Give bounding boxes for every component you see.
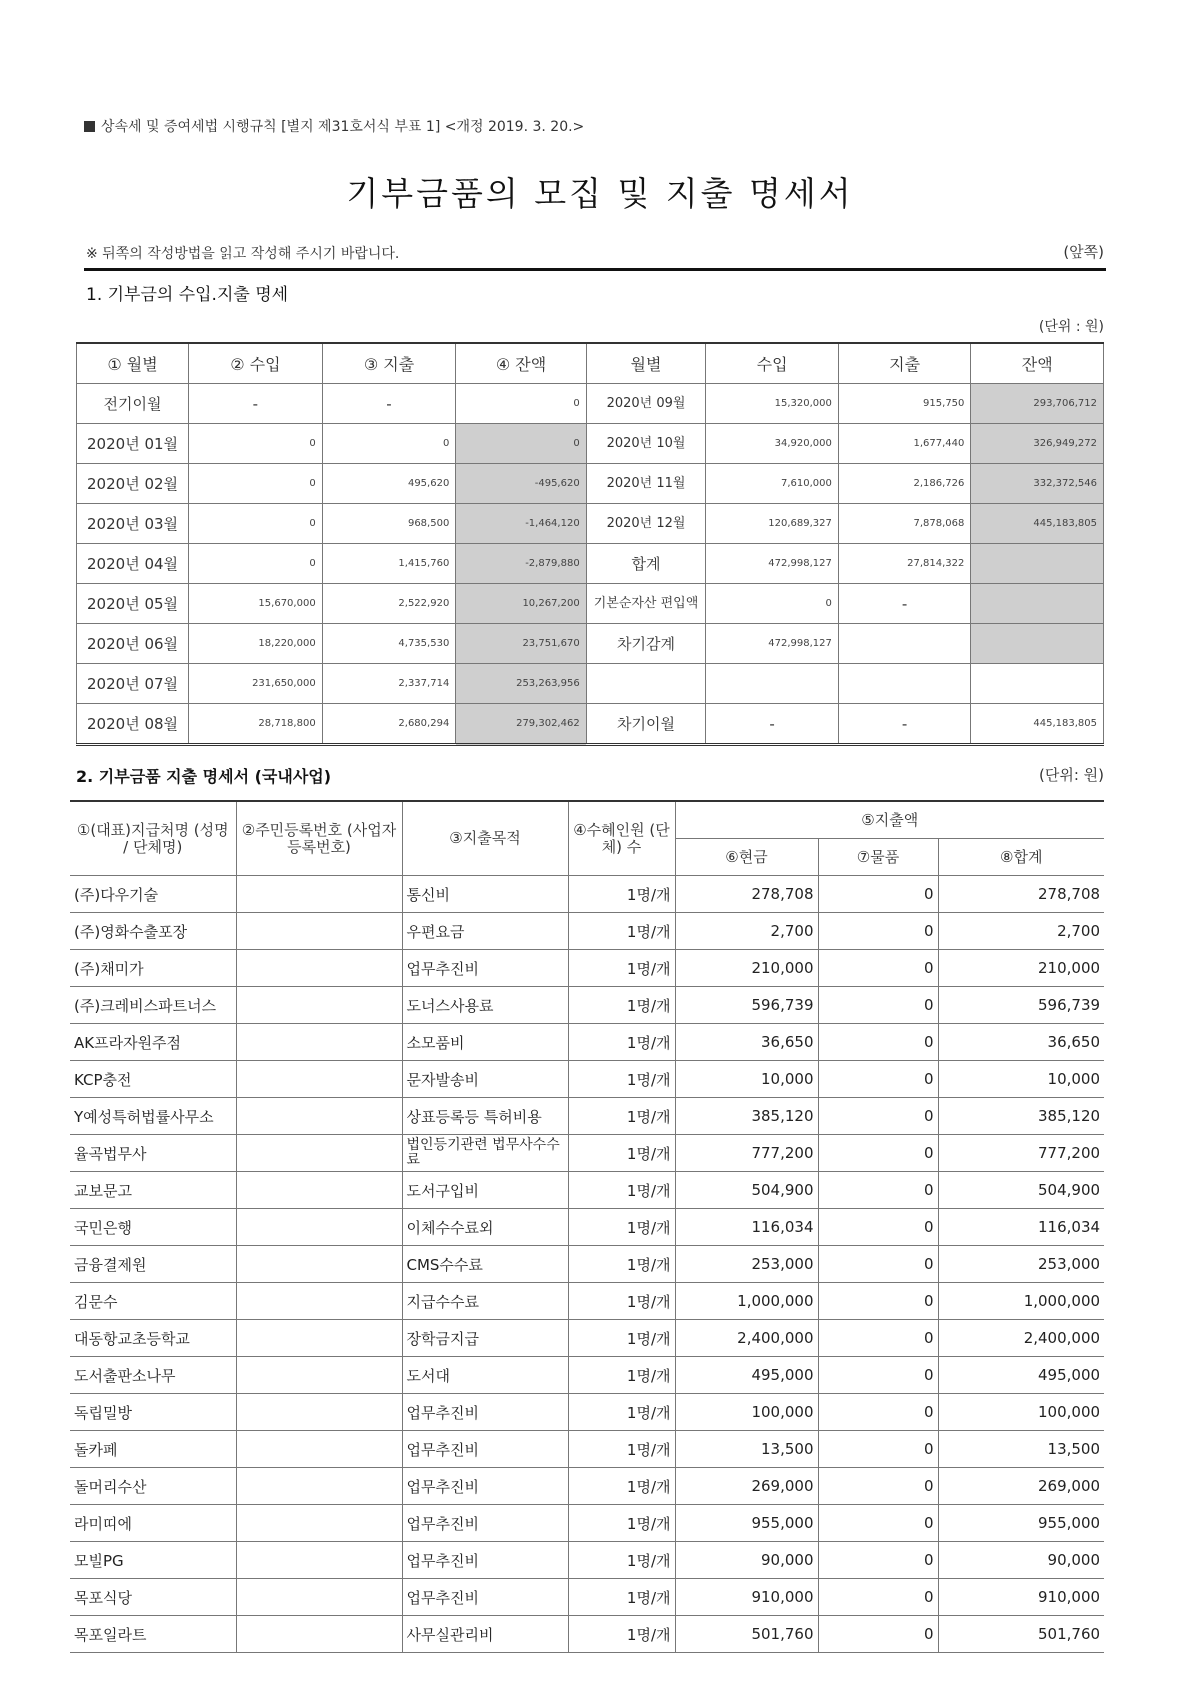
- purpose-cell: 통신비: [402, 876, 568, 913]
- count-cell: 1명/개: [568, 1320, 675, 1357]
- cash-cell: 10,000: [675, 1061, 818, 1098]
- payee-cell: 라미띠에: [70, 1505, 236, 1542]
- expense-row: [70, 1283, 1104, 1320]
- regno-cell: [236, 1135, 402, 1172]
- cash-cell: 36,650: [675, 1024, 818, 1061]
- income-row: [77, 704, 1104, 745]
- purpose-cell: 업무추진비: [402, 1468, 568, 1505]
- income-cell: [706, 664, 839, 704]
- regno-cell: [236, 1246, 402, 1283]
- cash-cell: 2,400,000: [675, 1320, 818, 1357]
- purpose-cell: 업무추진비: [402, 1505, 568, 1542]
- income-expense-table: [76, 342, 1104, 746]
- count-cell: 1명/개: [568, 1283, 675, 1320]
- count-cell: 1명/개: [568, 1209, 675, 1246]
- income-row: [77, 424, 1104, 464]
- total-cell: 495,000: [938, 1357, 1104, 1394]
- expense-cell: 27,814,322: [838, 544, 971, 584]
- expense-cell: 2,337,714: [322, 664, 456, 704]
- regno-cell: [236, 876, 402, 913]
- month-cell: 2020년 11월: [586, 464, 706, 504]
- purpose-cell: 상표등록등 특허비용: [402, 1098, 568, 1135]
- cash-cell: 596,739: [675, 987, 818, 1024]
- expense-row: [70, 1542, 1104, 1579]
- balance-cell: 332,372,546: [971, 464, 1104, 504]
- income-cell: 34,920,000: [706, 424, 839, 464]
- header-cash: ⑥현금: [675, 839, 818, 876]
- regno-cell: [236, 1616, 402, 1653]
- month-cell: 2020년 10월: [586, 424, 706, 464]
- payee-cell: 목포식당: [70, 1579, 236, 1616]
- income-cell: 15,320,000: [706, 384, 839, 424]
- purpose-cell: 업무추진비: [402, 950, 568, 987]
- payee-cell: 독립밀방: [70, 1394, 236, 1431]
- payee-cell: (주)크레비스파트너스: [70, 987, 236, 1024]
- payee-cell: 도서출판소나무: [70, 1357, 236, 1394]
- month-cell: 2020년 09월: [586, 384, 706, 424]
- count-cell: 1명/개: [568, 1616, 675, 1653]
- balance-cell: 445,183,805: [971, 504, 1104, 544]
- income-row: [77, 624, 1104, 664]
- count-cell: 1명/개: [568, 913, 675, 950]
- regno-cell: [236, 1394, 402, 1431]
- goods-cell: 0: [818, 1505, 938, 1542]
- regno-cell: [236, 1579, 402, 1616]
- expense-row: [70, 950, 1104, 987]
- header-amount: ⑤지출액: [675, 801, 1104, 839]
- count-cell: 1명/개: [568, 1505, 675, 1542]
- purpose-cell: 도너스사용료: [402, 987, 568, 1024]
- income-row: [77, 584, 1104, 624]
- regno-cell: [236, 987, 402, 1024]
- income-cell: 0: [189, 544, 323, 584]
- regno-cell: [236, 1505, 402, 1542]
- payee-cell: (주)다우기술: [70, 876, 236, 913]
- balance-cell: -495,620: [456, 464, 586, 504]
- income-row: [77, 384, 1104, 424]
- cash-cell: 210,000: [675, 950, 818, 987]
- income-cell: 231,650,000: [189, 664, 323, 704]
- income-cell: 0: [189, 424, 323, 464]
- month-cell: 2020년 01월: [77, 424, 189, 464]
- regno-cell: [236, 913, 402, 950]
- expense-cell: 968,500: [322, 504, 456, 544]
- payee-cell: 교보문고: [70, 1172, 236, 1209]
- expense-row: [70, 1579, 1104, 1616]
- regno-cell: [236, 1209, 402, 1246]
- cash-cell: 13,500: [675, 1431, 818, 1468]
- total-cell: 278,708: [938, 876, 1104, 913]
- income-row: [77, 544, 1104, 584]
- regno-cell: [236, 1431, 402, 1468]
- month-cell: 2020년 08월: [77, 704, 189, 745]
- expense-cell: -: [838, 704, 971, 745]
- purpose-cell: 업무추진비: [402, 1394, 568, 1431]
- balance-cell: -2,879,880: [456, 544, 586, 584]
- month-cell: 2020년 05월: [77, 584, 189, 624]
- month-cell: 기본순자산 편입액: [586, 584, 706, 624]
- payee-cell: 목포일라트: [70, 1616, 236, 1653]
- goods-cell: 0: [818, 1283, 938, 1320]
- goods-cell: 0: [818, 1431, 938, 1468]
- goods-cell: 0: [818, 876, 938, 913]
- total-cell: 777,200: [938, 1135, 1104, 1172]
- goods-cell: 0: [818, 1209, 938, 1246]
- expense-cell: 915,750: [838, 384, 971, 424]
- income-cell: 15,670,000: [189, 584, 323, 624]
- payee-cell: 돌카페: [70, 1431, 236, 1468]
- cash-cell: 504,900: [675, 1172, 818, 1209]
- count-cell: 1명/개: [568, 1024, 675, 1061]
- goods-cell: 0: [818, 1024, 938, 1061]
- expense-row: [70, 1505, 1104, 1542]
- cash-cell: 269,000: [675, 1468, 818, 1505]
- expense-row: [70, 1468, 1104, 1505]
- income-row: [77, 504, 1104, 544]
- payee-cell: 국민은행: [70, 1209, 236, 1246]
- count-cell: 1명/개: [568, 1431, 675, 1468]
- month-cell: 2020년 12월: [586, 504, 706, 544]
- income-cell: 472,998,127: [706, 624, 839, 664]
- goods-cell: 0: [818, 1468, 938, 1505]
- goods-cell: 0: [818, 1542, 938, 1579]
- count-cell: 1명/개: [568, 1394, 675, 1431]
- goods-cell: 0: [818, 1098, 938, 1135]
- purpose-cell: 이체수수료외: [402, 1209, 568, 1246]
- goods-cell: 0: [818, 1579, 938, 1616]
- count-cell: 1명/개: [568, 950, 675, 987]
- expense-cell: 495,620: [322, 464, 456, 504]
- expense-row: [70, 1394, 1104, 1431]
- payee-cell: AK프라자원주점: [70, 1024, 236, 1061]
- cash-cell: 955,000: [675, 1505, 818, 1542]
- goods-cell: 0: [818, 1172, 938, 1209]
- total-cell: 385,120: [938, 1098, 1104, 1135]
- instruction-note: ※ 뒤쪽의 작성방법을 읽고 작성해 주시기 바랍니다.: [86, 246, 400, 262]
- income-header-cell: ③ 지출: [322, 343, 456, 384]
- cash-cell: 385,120: [675, 1098, 818, 1135]
- month-cell: 2020년 03월: [77, 504, 189, 544]
- expense-row: [70, 1616, 1104, 1653]
- income-header-cell: 지출: [838, 343, 971, 384]
- section2-title: 2. 기부금품 지출 명세서 (국내사업): [76, 767, 332, 786]
- payee-cell: 돌머리수산: [70, 1468, 236, 1505]
- header-count: ④수혜인원 (단체) 수: [568, 801, 675, 876]
- goods-cell: 0: [818, 1357, 938, 1394]
- cash-cell: 253,000: [675, 1246, 818, 1283]
- balance-cell: 253,263,956: [456, 664, 586, 704]
- month-cell: [586, 664, 706, 704]
- balance-cell: 279,302,462: [456, 704, 586, 745]
- income-cell: 28,718,800: [189, 704, 323, 745]
- payee-cell: 모빌PG: [70, 1542, 236, 1579]
- purpose-cell: 문자발송비: [402, 1061, 568, 1098]
- document-title: 기부금품의 모집 및 지출 명세서: [346, 174, 854, 213]
- section1-unit: (단위 : 원): [1038, 319, 1104, 335]
- header-regno: ②주민등록번호 (사업자등록번호): [236, 801, 402, 876]
- total-cell: 116,034: [938, 1209, 1104, 1246]
- month-cell: 2020년 07월: [77, 664, 189, 704]
- header-divider: [84, 268, 1106, 271]
- cash-cell: 90,000: [675, 1542, 818, 1579]
- balance-cell: 326,949,272: [971, 424, 1104, 464]
- month-cell: 합계: [586, 544, 706, 584]
- balance-cell: 10,267,200: [456, 584, 586, 624]
- month-cell: 2020년 02월: [77, 464, 189, 504]
- regno-cell: [236, 950, 402, 987]
- payee-cell: 율곡법무사: [70, 1135, 236, 1172]
- cash-cell: 278,708: [675, 876, 818, 913]
- expense-row: [70, 1024, 1104, 1061]
- balance-cell: 445,183,805: [971, 704, 1104, 745]
- balance-cell: 293,706,712: [971, 384, 1104, 424]
- regno-cell: [236, 1357, 402, 1394]
- purpose-cell: 도서구입비: [402, 1172, 568, 1209]
- total-cell: 13,500: [938, 1431, 1104, 1468]
- regno-cell: [236, 1098, 402, 1135]
- goods-cell: 0: [818, 1394, 938, 1431]
- income-row: [77, 464, 1104, 504]
- expense-row: [70, 1172, 1104, 1209]
- income-header-cell: ① 월별: [77, 343, 189, 384]
- total-cell: 501,760: [938, 1616, 1104, 1653]
- total-cell: 596,739: [938, 987, 1104, 1024]
- payee-cell: KCP충전: [70, 1061, 236, 1098]
- count-cell: 1명/개: [568, 1135, 675, 1172]
- income-cell: 0: [706, 584, 839, 624]
- expense-row: [70, 1061, 1104, 1098]
- expense-row: [70, 913, 1104, 950]
- income-header-row: [77, 343, 1104, 384]
- expense-cell: 2,522,920: [322, 584, 456, 624]
- expense-row: [70, 876, 1104, 913]
- payee-cell: 금융결제원: [70, 1246, 236, 1283]
- payee-cell: (주)영화수출포장: [70, 913, 236, 950]
- total-cell: 36,650: [938, 1024, 1104, 1061]
- month-cell: 전기이월: [77, 384, 189, 424]
- total-cell: 269,000: [938, 1468, 1104, 1505]
- expense-row: [70, 1135, 1104, 1172]
- goods-cell: 0: [818, 987, 938, 1024]
- purpose-cell: 도서대: [402, 1357, 568, 1394]
- expense-detail-table: [70, 800, 1104, 1653]
- regno-cell: [236, 1468, 402, 1505]
- expense-row: [70, 987, 1104, 1024]
- header-payee: ①(대표)지급처명 (성명 / 단체명): [70, 801, 236, 876]
- goods-cell: 0: [818, 913, 938, 950]
- balance-cell: 0: [456, 384, 586, 424]
- count-cell: 1명/개: [568, 1172, 675, 1209]
- cash-cell: 116,034: [675, 1209, 818, 1246]
- header-purpose: ③지출목적: [402, 801, 568, 876]
- regno-cell: [236, 1320, 402, 1357]
- header-total: ⑧합계: [938, 839, 1104, 876]
- month-cell: 2020년 04월: [77, 544, 189, 584]
- regno-cell: [236, 1061, 402, 1098]
- balance-cell: [971, 584, 1104, 624]
- goods-cell: 0: [818, 950, 938, 987]
- expense-cell: [838, 664, 971, 704]
- purpose-cell: 사무실관리비: [402, 1616, 568, 1653]
- count-cell: 1명/개: [568, 1098, 675, 1135]
- expense-row: [70, 1431, 1104, 1468]
- total-cell: 253,000: [938, 1246, 1104, 1283]
- purpose-cell: 업무추진비: [402, 1431, 568, 1468]
- cash-cell: 1,000,000: [675, 1283, 818, 1320]
- income-cell: -: [706, 704, 839, 745]
- payee-cell: 대동항교초등학교: [70, 1320, 236, 1357]
- header-goods: ⑦물품: [818, 839, 938, 876]
- balance-cell: [971, 624, 1104, 664]
- total-cell: 90,000: [938, 1542, 1104, 1579]
- regno-cell: [236, 1283, 402, 1320]
- goods-cell: 0: [818, 1135, 938, 1172]
- count-cell: 1명/개: [568, 1061, 675, 1098]
- income-header-cell: ② 수입: [189, 343, 323, 384]
- total-cell: 955,000: [938, 1505, 1104, 1542]
- expense-row: [70, 1357, 1104, 1394]
- balance-cell: 23,751,670: [456, 624, 586, 664]
- payee-cell: (주)채미가: [70, 950, 236, 987]
- expense-cell: 7,878,068: [838, 504, 971, 544]
- goods-cell: 0: [818, 1320, 938, 1357]
- cash-cell: 2,700: [675, 913, 818, 950]
- count-cell: 1명/개: [568, 1542, 675, 1579]
- expense-cell: 2,680,294: [322, 704, 456, 745]
- count-cell: 1명/개: [568, 1468, 675, 1505]
- income-header-cell: 월별: [586, 343, 706, 384]
- cash-cell: 100,000: [675, 1394, 818, 1431]
- count-cell: 1명/개: [568, 1579, 675, 1616]
- regno-cell: [236, 1172, 402, 1209]
- purpose-cell: 업무추진비: [402, 1579, 568, 1616]
- balance-cell: -1,464,120: [456, 504, 586, 544]
- purpose-cell: CMS수수료: [402, 1246, 568, 1283]
- cash-cell: 777,200: [675, 1135, 818, 1172]
- income-header-cell: 수입: [706, 343, 839, 384]
- purpose-cell: 법인등기관련 법무사수수료: [402, 1135, 568, 1172]
- total-cell: 2,400,000: [938, 1320, 1104, 1357]
- expense-cell: 1,677,440: [838, 424, 971, 464]
- cash-cell: 910,000: [675, 1579, 818, 1616]
- expense-row: [70, 1209, 1104, 1246]
- total-cell: 100,000: [938, 1394, 1104, 1431]
- cash-cell: 501,760: [675, 1616, 818, 1653]
- purpose-cell: 소모품비: [402, 1024, 568, 1061]
- square-bullet-icon: [84, 121, 95, 132]
- month-cell: 차기감계: [586, 624, 706, 664]
- expense-header-row-1: [70, 801, 1104, 839]
- income-cell: 472,998,127: [706, 544, 839, 584]
- expense-cell: [838, 624, 971, 664]
- income-cell: -: [189, 384, 323, 424]
- purpose-cell: 지급수수료: [402, 1283, 568, 1320]
- regno-cell: [236, 1024, 402, 1061]
- expense-cell: 1,415,760: [322, 544, 456, 584]
- total-cell: 10,000: [938, 1061, 1104, 1098]
- expense-cell: -: [838, 584, 971, 624]
- expense-cell: 0: [322, 424, 456, 464]
- expense-row: [70, 1246, 1104, 1283]
- goods-cell: 0: [818, 1246, 938, 1283]
- count-cell: 1명/개: [568, 876, 675, 913]
- income-header-cell: ④ 잔액: [456, 343, 586, 384]
- balance-cell: [971, 544, 1104, 584]
- expense-row: [70, 1320, 1104, 1357]
- purpose-cell: 우편요금: [402, 913, 568, 950]
- month-cell: 차기이월: [586, 704, 706, 745]
- expense-cell: -: [322, 384, 456, 424]
- goods-cell: 0: [818, 1616, 938, 1653]
- total-cell: 504,900: [938, 1172, 1104, 1209]
- income-cell: 7,610,000: [706, 464, 839, 504]
- total-cell: 2,700: [938, 913, 1104, 950]
- month-cell: 2020년 06월: [77, 624, 189, 664]
- income-cell: 0: [189, 504, 323, 544]
- total-cell: 910,000: [938, 1579, 1104, 1616]
- income-cell: 18,220,000: [189, 624, 323, 664]
- expense-cell: 2,186,726: [838, 464, 971, 504]
- form-reference-note: [84, 116, 584, 136]
- income-cell: 120,689,327: [706, 504, 839, 544]
- count-cell: 1명/개: [568, 1357, 675, 1394]
- payee-cell: 김문수: [70, 1283, 236, 1320]
- purpose-cell: 업무추진비: [402, 1542, 568, 1579]
- count-cell: 1명/개: [568, 987, 675, 1024]
- form-reference-text: 상속세 및 증여세법 시행규칙 [별지 제31호서식 부표 1] <개정 2019. 3. 20.>: [101, 119, 585, 135]
- total-cell: 1,000,000: [938, 1283, 1104, 1320]
- expense-row: [70, 1098, 1104, 1135]
- regno-cell: [236, 1542, 402, 1579]
- total-cell: 210,000: [938, 950, 1104, 987]
- purpose-cell: 장학금지급: [402, 1320, 568, 1357]
- income-cell: 0: [189, 464, 323, 504]
- section2-unit: (단위: 원): [1039, 766, 1104, 784]
- balance-cell: 0: [456, 424, 586, 464]
- payee-cell: Y예성특허법률사무소: [70, 1098, 236, 1135]
- cash-cell: 495,000: [675, 1357, 818, 1394]
- income-header-cell: 잔액: [971, 343, 1104, 384]
- count-cell: 1명/개: [568, 1246, 675, 1283]
- expense-cell: 4,735,530: [322, 624, 456, 664]
- balance-cell: [971, 664, 1104, 704]
- goods-cell: 0: [818, 1061, 938, 1098]
- income-row: [77, 664, 1104, 704]
- section1-title: 1. 기부금의 수입.지출 명세: [86, 285, 289, 305]
- page-side-label: (앞쪽): [1063, 243, 1104, 261]
